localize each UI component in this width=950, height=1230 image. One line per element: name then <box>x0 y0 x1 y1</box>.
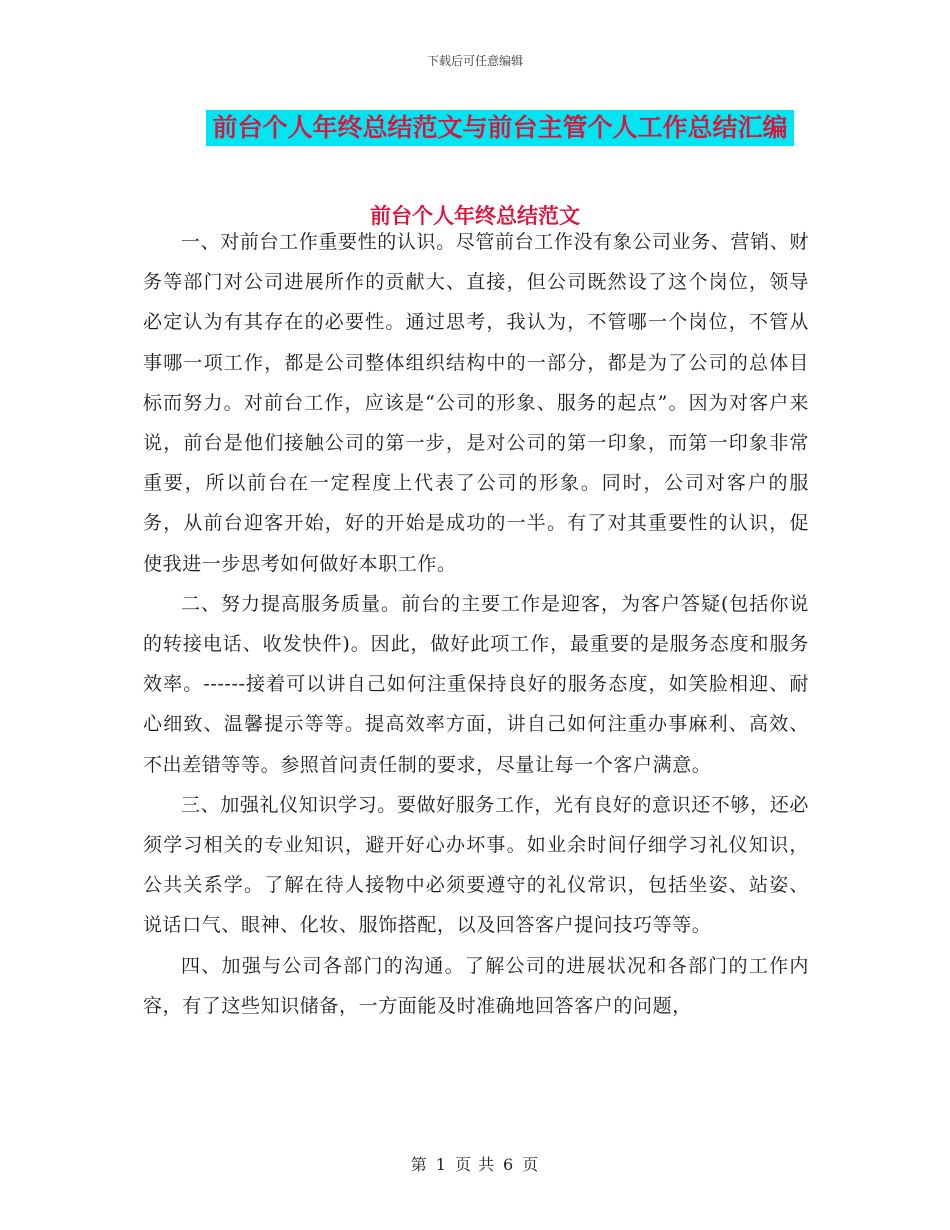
footer-suffix: 页 <box>522 1155 540 1174</box>
paragraph-4: 四、加强与公司各部门的沟通。了解公司的进展状况和各部门的工作内容，有了这些知识储备，一方面能及时准确地回答客户的问题， <box>143 954 809 1017</box>
current-page-number: 1 <box>435 1155 447 1174</box>
paragraph-2: 二、努力提高服务质量。前台的主要工作是迎客，为客户答疑(包括你说的转接电话、收发快件)。因此，做好此项工作，最重要的是服务态度和服务效率。------接着可以讲自己如何注重保持良好的服务态度，如笑脸相迎、耐心细致、温馨提示等等。提高效率方面，讲自己如何注重办事麻利、高效、不出差错等等。参照首问责任制的要求，尽量让每一个客户满意。 <box>143 592 809 776</box>
document-body <box>143 222 809 1026</box>
footer-middle: 页 共 <box>454 1155 496 1174</box>
header-note: 下载后可任意编辑 <box>426 54 523 68</box>
footer-prefix: 第 <box>410 1155 428 1174</box>
total-page-count: 6 <box>503 1155 515 1174</box>
section-title: 前台个人年终总结范文 <box>370 204 580 228</box>
paragraph-3: 三、加强礼仪知识学习。要做好服务工作，光有良好的意识还不够，还必须学习相关的专业知识，避开好心办坏事。如业余时间仔细学习礼仪知识，公共关系学。了解在待人接物中必须要遵守的礼仪常识，包括坐姿、站姿、说话口气、眼神、化妆、服饰搭配，以及回答客户提问技巧等等。 <box>143 793 809 937</box>
paragraph-1: 一、对前台工作重要性的认识。尽管前台工作没有象公司业务、营销、财务等部门对公司进展所作的贡献大、直接，但公司既然设了这个岗位，领导必定认为有其存在的必要性。通过思考，我认为，不管哪一个岗位，不管从事哪一项工作，都是公司整体组织结构中的一部分，都是为了公司的总体目标而努力。对前台工作，应该是“公司的形象、服务的起点”。因为对客户来说，前台是他们接触公司的第一步，是对公司的第一印象，而第一印象非常重要，所以前台在一定程度上代表了公司的形象。同时，公司对客户的服务，从前台迎客开始，好的开始是成功的一半。有了对其重要性的认识，促使我进一步思考如何做好本职工作。 <box>143 231 809 575</box>
page-footer <box>0 1152 950 1175</box>
document-main-title: 前台个人年终总结范文与前台主管个人工作总结汇编 <box>206 110 793 146</box>
main-title-container <box>0 110 950 146</box>
